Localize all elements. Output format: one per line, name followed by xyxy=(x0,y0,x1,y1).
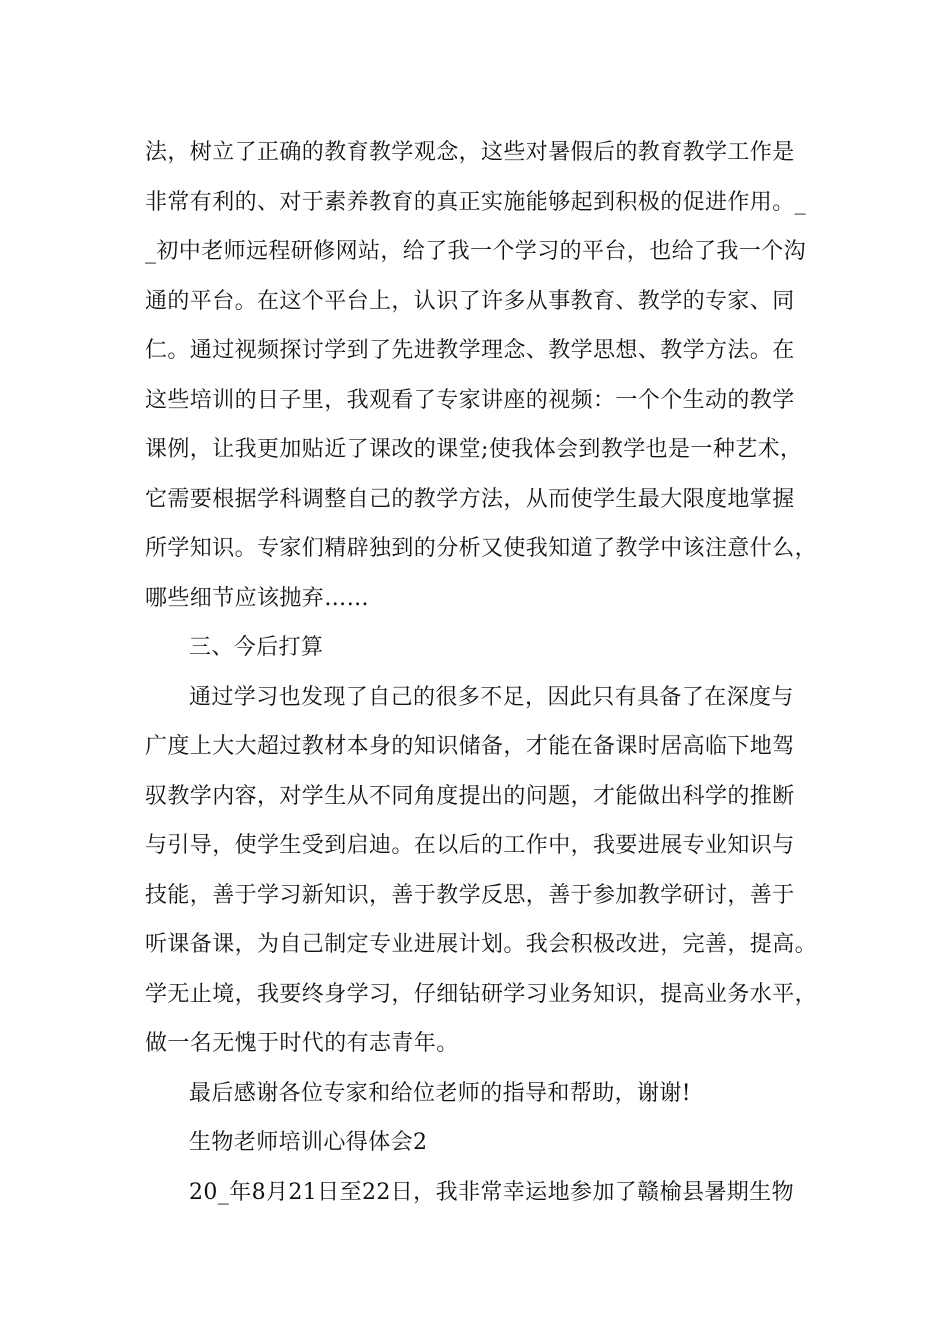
article-title: 生物老师培训心得体会2 xyxy=(189,1130,428,1155)
text-line: 技能，善于学习新知识，善于教学反思，善于参加教学研讨，善于 xyxy=(145,882,795,908)
text-line: 仁。通过视频探讨学到了先进教学理念、教学思想、教学方法。在 xyxy=(145,338,795,363)
thanks-line: 最后感谢各位专家和给位老师的指导和帮助，谢谢! xyxy=(189,1080,692,1106)
text-line: 哪些细节应该抛弃…… xyxy=(145,585,370,611)
text-line: 它需要根据学科调整自己的教学方法，从而使学生最大限度地掌握 xyxy=(145,486,795,512)
text-line: 非常有利的、对于素养教育的真正实施能够起到积极的促进作用。_ xyxy=(145,189,807,215)
paragraph-first-line: 20_年8月21日至22日，我非常幸运地参加了赣榆县暑期生物 xyxy=(189,1179,794,1205)
text-line: 法，树立了正确的教育教学观念，这些对暑假后的教育教学工作是 xyxy=(145,140,795,165)
text-line: 做一名无愧于时代的有志青年。 xyxy=(145,1031,459,1056)
text-line: 广度上大大超过教材本身的知识储备，才能在备课时居高临下地驾 xyxy=(145,734,795,759)
text-line: 学无止境，我要终身学习，仔细钻研学习业务知识，提高业务水平， xyxy=(145,981,818,1007)
text-line: 与引导，使学生受到启迪。在以后的工作中，我要进展专业知识与 xyxy=(145,833,795,858)
text-line: 这些培训的日子里，我观看了专家讲座的视频：一个个生动的教学 xyxy=(145,387,795,413)
text-line: 所学知识。专家们精辟独到的分析又使我知道了教学中该注意什么， xyxy=(145,536,818,561)
text-line: _初中老师远程研修网站，给了我一个学习的平台，也给了我一个沟 xyxy=(145,239,807,264)
text-line: 通的平台。在这个平台上，认识了许多从事教育、教学的专家、同 xyxy=(145,288,795,314)
text-line: 课例，让我更加贴近了课改的课堂;使我体会到教学也是一种艺术， xyxy=(145,437,803,462)
text-line: 听课备课，为自己制定专业进展计划。我会积极改进，完善，提高。 xyxy=(145,932,818,957)
paragraph-first-line: 通过学习也发现了自己的很多不足，因此只有具备了在深度与 xyxy=(189,684,794,710)
section-heading: 三、今后打算 xyxy=(189,635,324,660)
document-body xyxy=(145,128,835,1217)
text-line: 驭教学内容，对学生从不同角度提出的问题，才能做出科学的推断 xyxy=(145,783,795,809)
